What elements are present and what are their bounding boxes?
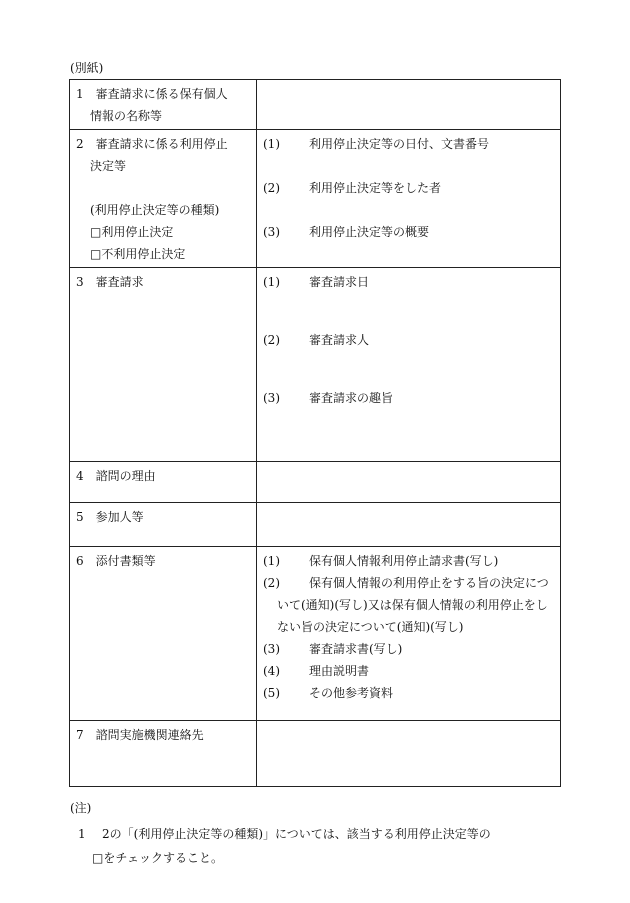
row4-label: 4 諮問の理由 bbox=[76, 469, 156, 483]
row6-label: 6 添付書類等 bbox=[76, 554, 156, 568]
row7-value-cell bbox=[257, 721, 561, 787]
notes-title: (注) bbox=[70, 801, 92, 815]
table-row bbox=[70, 462, 561, 503]
row-label-cell bbox=[70, 503, 257, 547]
consultation-form-table bbox=[69, 79, 561, 787]
row-label-cell bbox=[70, 462, 257, 503]
list-item: (4) 理由説明書 bbox=[263, 664, 370, 678]
list-item: (5) その他参考資料 bbox=[263, 686, 394, 700]
annex-heading: (別紙) bbox=[70, 61, 104, 75]
row-label-cell bbox=[70, 547, 257, 721]
row-label-cell bbox=[70, 80, 257, 130]
table-row bbox=[70, 130, 561, 268]
table-row bbox=[70, 721, 561, 787]
table-row bbox=[70, 547, 561, 721]
row4-value-cell bbox=[257, 462, 561, 503]
list-item: (3) 利用停止決定等の概要 bbox=[263, 225, 430, 239]
row6-value-cell bbox=[257, 547, 561, 721]
list-item: (1) 利用停止決定等の日付、文書番号 bbox=[263, 137, 490, 151]
row3-value-cell bbox=[257, 268, 561, 462]
list-item: (2) 利用停止決定等をした者 bbox=[263, 181, 442, 195]
list-item: (3) 審査請求の趣旨 bbox=[263, 391, 394, 405]
row5-label: 5 参加人等 bbox=[76, 510, 144, 524]
row-label-cell bbox=[70, 130, 257, 268]
row2-label: 2 審査請求に係る利用停止 bbox=[76, 137, 228, 151]
row-label-cell bbox=[70, 721, 257, 787]
notes-list bbox=[78, 822, 568, 870]
row5-value-cell bbox=[257, 503, 561, 547]
list-item: (2) 審査請求人 bbox=[263, 333, 370, 347]
decision-kind-title: (利用停止決定等の種類) bbox=[90, 203, 220, 217]
row-label-cell bbox=[70, 268, 257, 462]
list-item: (1) 審査請求日 bbox=[263, 275, 370, 289]
row1-value-cell bbox=[257, 80, 561, 130]
row7-label: 7 諮問実施機関連絡先 bbox=[76, 728, 204, 742]
row3-label: 3 審査請求 bbox=[76, 275, 144, 289]
row2-label-cont: 決定等 bbox=[90, 159, 127, 173]
table-row bbox=[70, 268, 561, 462]
row1-label-cont: 情報の名称等 bbox=[90, 109, 163, 123]
table-row bbox=[70, 80, 561, 130]
table-row bbox=[70, 503, 561, 547]
list-item: (3) 審査請求書(写し) bbox=[263, 642, 403, 656]
list-item: (1) 保有個人情報利用停止請求書(写し) bbox=[263, 554, 499, 568]
row2-value-cell bbox=[257, 130, 561, 268]
checkbox-suspension-decision[interactable]: □利用停止決定 bbox=[90, 225, 174, 239]
checkbox-non-suspension-decision[interactable]: □不利用停止決定 bbox=[90, 247, 186, 261]
list-item: (2) 保有個人情報の利用停止をする旨の決定について(通知)(写し)又は保有個人情報の利用停止をしない旨の決定について(通知)(写し) bbox=[263, 576, 549, 634]
list-item: 1 2の「(利用停止決定等の種類)」については、該当する利用停止決定等の □をチェックすること。 bbox=[78, 827, 491, 865]
row1-label: 1 審査請求に係る保有個人 bbox=[76, 87, 228, 101]
